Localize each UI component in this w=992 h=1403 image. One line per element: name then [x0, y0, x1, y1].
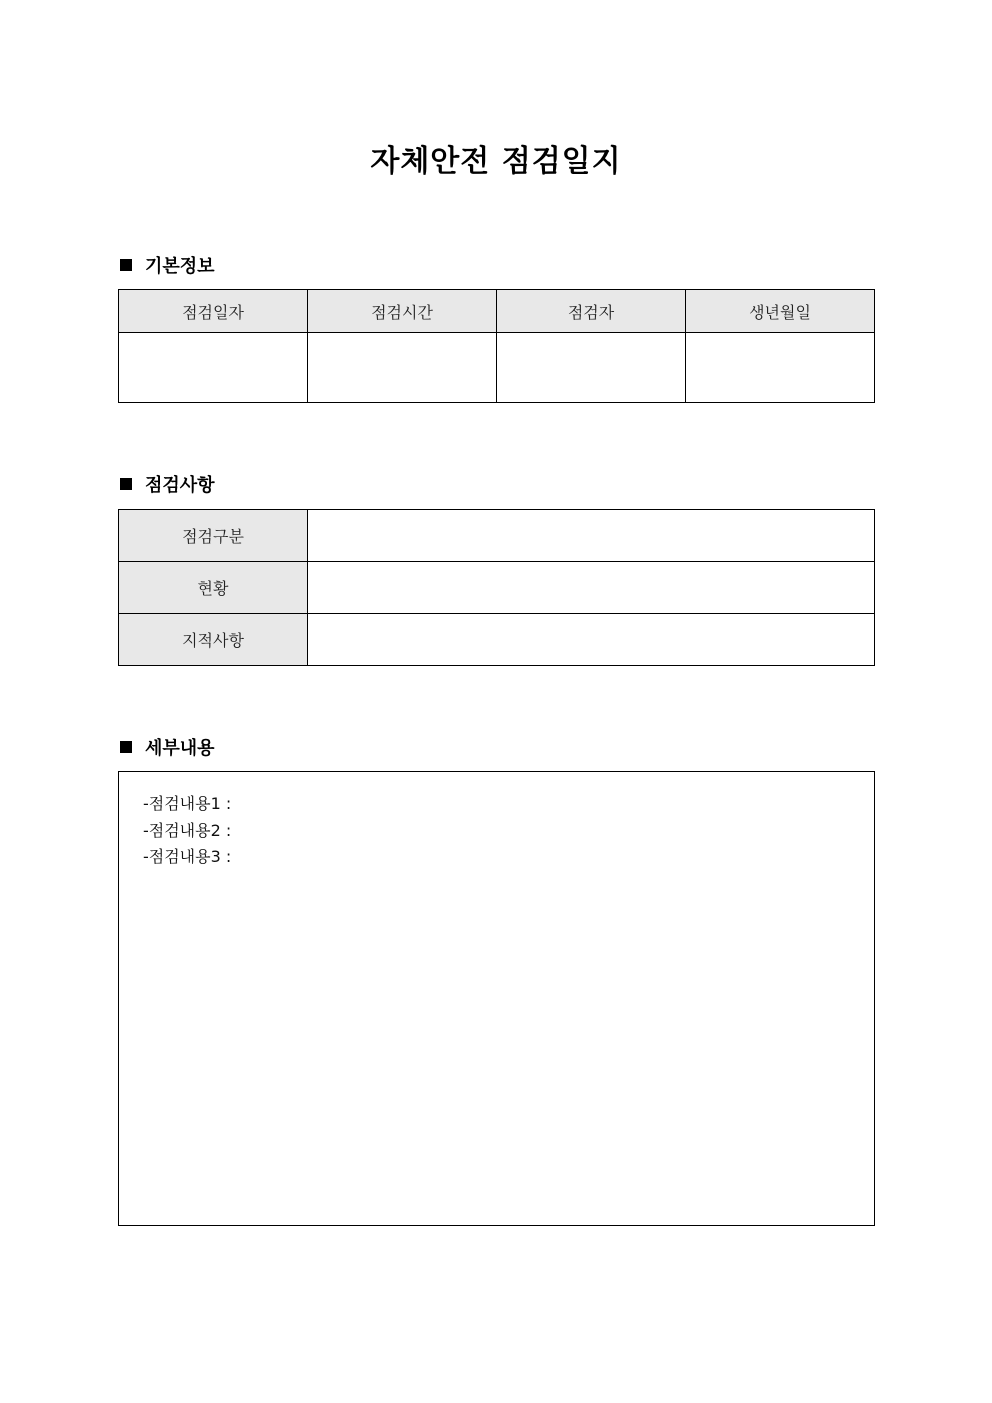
- value-inspector[interactable]: [497, 333, 686, 403]
- inspection-table: [118, 509, 875, 666]
- value-birth-date[interactable]: [686, 333, 875, 403]
- details-box[interactable]: [118, 771, 875, 1226]
- section-heading-details: [120, 735, 215, 759]
- label-status: 현황: [119, 562, 308, 614]
- square-bullet-icon: [120, 259, 132, 271]
- inspection-row-category: [119, 510, 875, 562]
- details-line-2: -점검내용2 :: [143, 820, 232, 840]
- header-birth-date: 생년월일: [686, 290, 875, 333]
- value-inspection-category[interactable]: [308, 510, 875, 562]
- basic-info-table: [118, 289, 875, 403]
- value-inspection-time[interactable]: [308, 333, 497, 403]
- section-heading-label: 점검사항: [145, 475, 215, 496]
- basic-info-header-row: [119, 290, 875, 333]
- square-bullet-icon: [120, 741, 132, 753]
- section-heading-basic-info: [120, 253, 215, 277]
- inspection-row-status: [119, 562, 875, 614]
- basic-info-value-row: [119, 333, 875, 403]
- details-line-1: -점검내용1 :: [143, 794, 232, 813]
- section-heading-label: 세부내용: [145, 738, 215, 759]
- label-inspection-category: 점검구분: [119, 510, 308, 562]
- square-bullet-icon: [120, 478, 132, 490]
- page-title: 자체안전 점검일지: [370, 144, 622, 179]
- value-inspection-date[interactable]: [119, 333, 308, 403]
- label-findings: 지적사항: [119, 614, 308, 666]
- header-inspector: 점검자: [497, 290, 686, 333]
- value-status[interactable]: [308, 562, 875, 614]
- section-heading-label: 기본정보: [145, 256, 215, 277]
- inspection-row-findings: [119, 614, 875, 666]
- header-inspection-date: 점검일자: [119, 290, 308, 333]
- section-heading-inspection: [120, 472, 215, 496]
- details-line-3: -점검내용3 :: [143, 847, 232, 866]
- details-lines: [143, 791, 231, 871]
- header-inspection-time: 점검시간: [308, 290, 497, 333]
- value-findings[interactable]: [308, 614, 875, 666]
